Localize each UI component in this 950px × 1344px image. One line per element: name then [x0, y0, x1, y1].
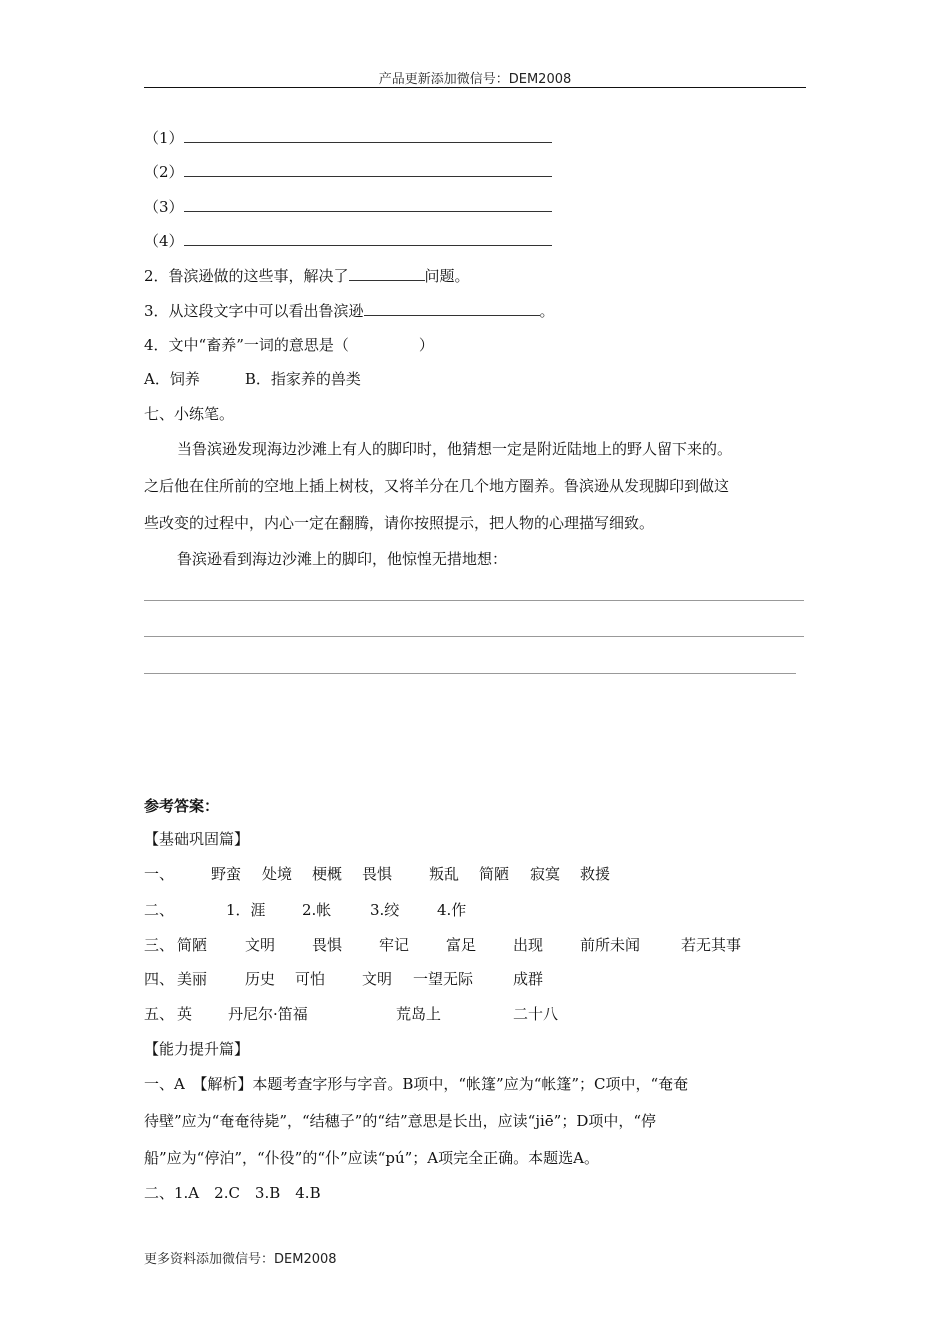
question-4	[144, 335, 434, 355]
ability-section-title: 【能力提升篇】	[144, 1040, 250, 1058]
ability-answer-1-line-2: 待壁”应为“奄奄待毙”，“结穗子”的“结”意思是长出，应读“jiē”；D项中，“停	[144, 1112, 657, 1130]
answer-blank[interactable]	[184, 128, 552, 143]
section-7-para-1: 当鲁滨逊发现海边沙滩上有人的脚印时，他猜想一定是附近陆地上的野人留下来的。	[177, 440, 733, 458]
answer-label: 二、	[144, 901, 175, 919]
question-2	[144, 266, 470, 286]
section-7-prompt: 鲁滨逊看到海边沙滩上的脚印，他惊惶无措地想：	[177, 550, 508, 568]
answer-label: 一、	[144, 865, 175, 883]
answer-blank[interactable]	[184, 231, 552, 246]
answer-blank[interactable]	[349, 266, 425, 281]
q3-text: 3．从这段文字中可以看出鲁滨逊	[144, 302, 364, 320]
answer-word: 叛乱	[429, 865, 460, 883]
question-3	[144, 301, 555, 321]
answer-word: 3.绞	[370, 901, 400, 919]
q1-item-label: （2）	[144, 163, 184, 181]
basic-section-title: 【基础巩固篇】	[144, 830, 250, 848]
answer-word: 梗概	[312, 865, 343, 883]
answer-word: 丹尼尔·笛福	[228, 1005, 308, 1023]
page-header: 产品更新添加微信号：DEM2008	[378, 72, 572, 87]
answer-word: 简陋	[177, 936, 208, 954]
q1-line-1	[144, 128, 552, 148]
q3-suffix: 。	[539, 302, 555, 320]
q4-text: 4．文中“畜养”一词的意思是（	[144, 336, 349, 354]
option-b: B．指家养的兽类	[244, 370, 361, 388]
answers-title: 参考答案：	[144, 797, 220, 815]
answer-word: 救援	[580, 865, 611, 883]
answer-word: 英	[177, 1005, 193, 1023]
answer-word: 文明	[245, 936, 276, 954]
q1-item-label: （3）	[144, 198, 184, 216]
answer-word: 畏惧	[312, 936, 343, 954]
answer-label: 四、	[144, 970, 175, 988]
answer-word: 文明	[362, 970, 393, 988]
answer-word: 荒岛上	[396, 1005, 442, 1023]
section-7-para-2: 之后他在住所前的空地上插上树枝，又将羊分在几个地方圈养。鲁滨逊从发现脚印到做这	[144, 477, 730, 495]
answer-word: 若无其事	[681, 936, 742, 954]
answer-word: 寂寞	[530, 865, 561, 883]
page-footer: 更多资料添加微信号：DEM2008	[144, 1252, 337, 1267]
answer-word: 二十八	[513, 1005, 559, 1023]
q1-line-2	[144, 162, 552, 182]
q1-item-label: （1）	[144, 129, 184, 147]
ability-answer-1-line-1: 一、A 【解析】本题考查字形与字音。B项中，“帐篷”应为“帐篷”；C项中，“奄奄	[144, 1075, 689, 1093]
answer-word: 1．涯	[226, 901, 266, 919]
answer-word: 简陋	[479, 865, 510, 883]
ability-answer-1-line-3: 船”应为“停泊”，“仆役”的“仆”应读“pú”；A项完全正确。本题选A。	[144, 1149, 599, 1167]
answer-blank[interactable]	[364, 301, 540, 316]
answer-blank[interactable]	[184, 197, 552, 212]
section-7-para-3: 些改变的过程中，内心一定在翻腾，请你按照提示，把人物的心理描写细致。	[144, 514, 655, 532]
answer-word: 处境	[262, 865, 293, 883]
q1-line-3	[144, 197, 552, 217]
answer-1	[144, 864, 611, 884]
answer-4	[144, 969, 544, 989]
answer-word: 可怕	[295, 970, 326, 988]
q4-close: ）	[418, 336, 434, 354]
answer-2	[144, 900, 467, 920]
answer-word: 4.作	[437, 901, 467, 919]
answer-5	[144, 1004, 559, 1024]
answer-label: 五、	[144, 1005, 175, 1023]
answer-word: 美丽	[177, 970, 208, 988]
answer-word: 野蛮	[211, 865, 242, 883]
q1-line-4	[144, 231, 552, 251]
header-divider	[144, 87, 806, 88]
section-7-title: 七、小练笔。	[144, 405, 235, 423]
answer-word: 出现	[513, 936, 544, 954]
writing-line-1[interactable]	[144, 600, 804, 601]
answer-label: 三、	[144, 936, 175, 954]
answer-3	[144, 935, 742, 955]
q2-text: 2．鲁滨逊做的这些事，解决了	[144, 267, 349, 285]
answer-word: 富足	[446, 936, 477, 954]
answer-word: 一望无际	[413, 970, 474, 988]
answer-word: 畏惧	[362, 865, 393, 883]
answer-word: 历史	[245, 970, 276, 988]
writing-line-2[interactable]	[144, 636, 804, 637]
question-4-options	[144, 369, 361, 389]
answer-word: 前所未闻	[580, 936, 641, 954]
answer-word: 牢记	[379, 936, 410, 954]
writing-line-3[interactable]	[144, 673, 796, 674]
q2-suffix: 问题。	[424, 267, 470, 285]
answer-word: 2.帐	[302, 901, 332, 919]
answer-word: 成群	[513, 970, 544, 988]
option-a: A．饲养	[144, 370, 200, 388]
ability-answer-2: 二、1.A 2.C 3.B 4.B	[144, 1184, 321, 1202]
answer-blank[interactable]	[184, 162, 552, 177]
q1-item-label: （4）	[144, 232, 184, 250]
